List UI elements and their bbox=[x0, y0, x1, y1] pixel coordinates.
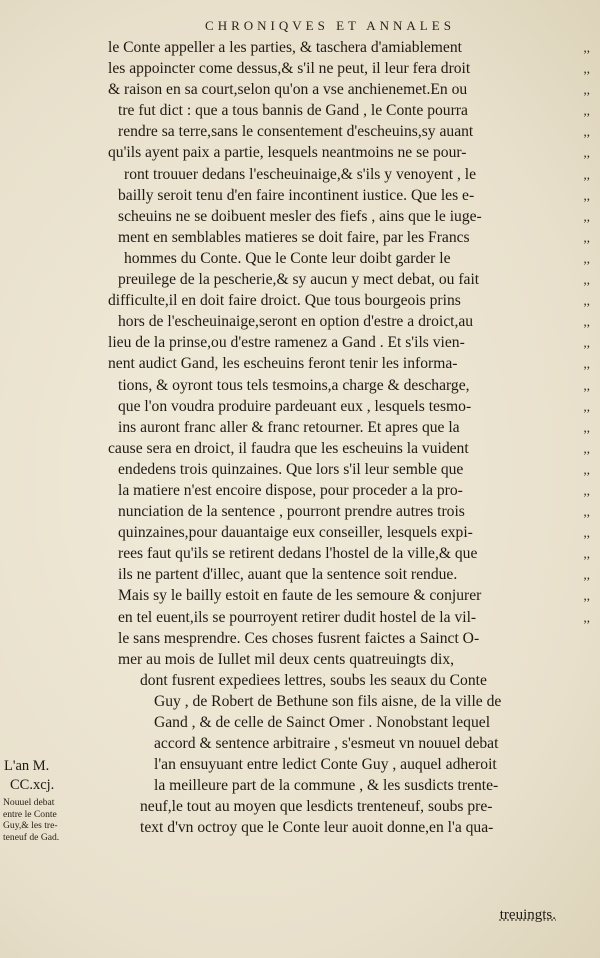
text-line bbox=[108, 543, 590, 564]
text-line-content: endedens trois quinzaines. Que lors s'il leur semble que bbox=[118, 460, 464, 478]
margin-gloss bbox=[3, 797, 85, 843]
margin-gloss-line-2: entre le Conte bbox=[3, 808, 57, 820]
text-line-content: hommes du Conte. Que le Conte leur doibt garder le bbox=[124, 249, 451, 267]
quotation-mark: ,, bbox=[583, 40, 590, 55]
text-line bbox=[108, 396, 590, 417]
text-line bbox=[108, 353, 590, 374]
quotation-mark: ,, bbox=[583, 504, 590, 520]
text-line-content: tions, & oyront tous tels tesmoins,a charge & descharge, bbox=[118, 376, 470, 394]
text-line-content: nunciation de la sentence , pourront prendre autres trois bbox=[118, 503, 465, 521]
text-line-content: ment en semblables matieres se doit faire, par les Francs bbox=[118, 228, 470, 246]
quotation-mark: ,, bbox=[583, 187, 590, 203]
text-line-content: cause sera en droict, il faudra que les escheuins la vuident bbox=[108, 439, 469, 457]
quotation-mark: ,, bbox=[583, 103, 590, 119]
text-line-content: rees faut qu'ils se retirent dedans l'hostel de la ville,& que bbox=[118, 545, 478, 563]
text-line-content: ront trouuer dedans l'escheuinaige,& s'ils y venoyent , le bbox=[124, 165, 477, 183]
text-line bbox=[108, 817, 590, 838]
text-line bbox=[108, 164, 590, 185]
margin-gloss-line-1: Nouuel debat bbox=[3, 797, 55, 808]
quotation-mark: ,, bbox=[583, 82, 590, 98]
text-line-content: ils ne partent d'illec, auant que la sentence soit rendue. bbox=[118, 566, 458, 584]
text-line bbox=[108, 775, 590, 796]
quotation-mark: ,, bbox=[583, 567, 590, 583]
text-line-content: accord & sentence arbitraire , s'esmeut vn nouuel debat bbox=[154, 735, 499, 753]
quotation-mark: ,, bbox=[583, 609, 590, 625]
body-text bbox=[108, 37, 590, 839]
text-line bbox=[108, 332, 590, 353]
quotation-mark: ,, bbox=[583, 61, 590, 77]
text-line bbox=[108, 375, 590, 396]
text-line-content: hors de l'escheuinaige,seront en option d'estre a droict,au bbox=[118, 313, 474, 331]
quotation-mark: ,, bbox=[583, 208, 590, 224]
text-line bbox=[108, 269, 590, 290]
text-line bbox=[108, 585, 590, 606]
quotation-mark: ,, bbox=[583, 124, 590, 140]
text-line-content: nent audict Gand, les escheuins feront tenir les informa- bbox=[108, 355, 458, 373]
text-line bbox=[108, 185, 590, 206]
quotation-mark: ,, bbox=[583, 482, 590, 498]
text-line bbox=[108, 206, 590, 227]
text-line bbox=[108, 58, 590, 79]
text-line-content: les appoincter come dessus,& s'il ne peut, il leur fera droit bbox=[108, 60, 471, 78]
text-line-content: qu'ils ayent paix a partie, lesquels neantmoins ne se pour- bbox=[108, 144, 467, 162]
text-line-content: l'an ensuyuant entre ledict Conte Guy , auquel adheroit bbox=[154, 756, 497, 774]
text-line-content: rendre sa terre,sans le consentement d'escheuins,sy auant bbox=[118, 123, 474, 141]
text-line-content: dont fusrent expediees lettres, soubs les seaux du Conte bbox=[140, 671, 487, 689]
running-head: CHRONIQVES ET ANNALES bbox=[205, 18, 455, 33]
margin-year-line-1: L'an M. bbox=[4, 758, 50, 774]
quotation-mark: ,, bbox=[583, 461, 590, 477]
quotation-mark: ,, bbox=[583, 440, 590, 456]
text-line-content: la meilleure part de la commune , & les susdicts trente- bbox=[154, 777, 499, 795]
text-line bbox=[108, 417, 590, 438]
text-line bbox=[108, 796, 590, 817]
text-line-content: & raison en sa court,selon qu'on a vse anchienemet.En ou bbox=[108, 81, 468, 99]
text-line-content: que l'on voudra produire pardeuant eux , lesquels tesmo- bbox=[118, 397, 472, 415]
quotation-mark: ,, bbox=[583, 314, 590, 330]
text-line-content: mer au mois de Iullet mil deux cents quatreuingts dix, bbox=[118, 650, 455, 668]
quotation-mark: ,, bbox=[583, 229, 590, 245]
quotation-mark: ,, bbox=[583, 335, 590, 351]
text-line-content: scheuins ne se doibuent mesler des fiefs , ains que le iuge- bbox=[118, 207, 482, 225]
text-line-content: quinzaines,pour dauantaige eux conseiller, lesquels expi- bbox=[118, 524, 473, 542]
text-line-content: bailly seroit tenu d'en faire incontinent iustice. Que les e- bbox=[118, 186, 475, 204]
quotation-mark: ,, bbox=[583, 525, 590, 541]
text-line bbox=[108, 501, 590, 522]
text-line bbox=[108, 649, 590, 670]
text-line-content: Mais sy le bailly estoit en faute de les semoure & conjurer bbox=[118, 587, 482, 605]
text-line bbox=[108, 733, 590, 754]
catchword: treuingts. bbox=[499, 907, 556, 923]
quotation-mark: ,, bbox=[583, 398, 590, 414]
text-line-content: Gand , & de celle de Sainct Omer . Nonobstant lequel bbox=[154, 714, 491, 731]
text-line-content: ins auront franc aller & franc retourner. Et apres que la bbox=[118, 418, 460, 436]
text-line bbox=[108, 227, 590, 248]
text-line-content: text d'vn octroy que le Conte leur auoit donne,en l'a qua- bbox=[140, 819, 494, 837]
text-line-content: la matiere n'est encoire dispose, pour proceder a la pro- bbox=[118, 481, 463, 499]
text-line bbox=[108, 480, 590, 501]
margin-year-note bbox=[4, 757, 82, 795]
text-line bbox=[108, 79, 590, 100]
quotation-mark: ,, bbox=[583, 356, 590, 372]
text-line-content: tre fut dict : que a tous bannis de Gand , le Conte pourra bbox=[118, 102, 468, 120]
quotation-mark: ,, bbox=[583, 250, 590, 266]
text-line-content: en tel euent,ils se pourroyent retirer dudit hostel de la vil- bbox=[118, 608, 477, 626]
text-line-content: le sans mesprendre. Ces choses fusrent faictes a Sainct O- bbox=[118, 629, 480, 647]
quotation-mark: ,, bbox=[583, 419, 590, 435]
text-line bbox=[108, 438, 590, 459]
text-line bbox=[108, 311, 590, 332]
margin-year-line-2: CC.xcj. bbox=[10, 777, 55, 793]
text-line bbox=[108, 691, 590, 712]
text-line bbox=[108, 100, 590, 121]
text-line bbox=[108, 628, 590, 649]
text-line bbox=[108, 522, 590, 543]
quotation-mark: ,, bbox=[583, 145, 590, 161]
text-line bbox=[108, 121, 590, 142]
quotation-mark: ,, bbox=[583, 166, 590, 182]
text-line bbox=[108, 248, 590, 269]
text-line-content: lieu de la prinse,ou d'estre ramenez a Gand . Et s'ils vien- bbox=[108, 334, 465, 352]
quotation-mark: ,, bbox=[583, 293, 590, 309]
text-line-content: neuf,le tout au moyen que lesdicts trenteneuf, soubs pre- bbox=[140, 798, 493, 816]
text-line-content: preuilege de la pescherie,& sy aucun y mect debat, ou fait bbox=[118, 271, 480, 289]
text-line bbox=[108, 607, 590, 628]
text-line-content: Guy , de Robert de Bethune son fils aisne, de la ville de bbox=[154, 692, 502, 710]
text-line bbox=[108, 754, 590, 775]
text-line bbox=[108, 142, 590, 163]
quotation-mark: ,, bbox=[583, 588, 590, 604]
margin-gloss-line-4: teneuf de Gad. bbox=[3, 831, 60, 843]
quotation-mark: ,, bbox=[583, 546, 590, 562]
quotation-mark: ,, bbox=[583, 377, 590, 393]
quotation-mark: ,, bbox=[583, 272, 590, 288]
text-line bbox=[108, 564, 590, 585]
text-line bbox=[108, 459, 590, 480]
text-line bbox=[108, 712, 590, 733]
margin-gloss-line-3: Guy,& les tre- bbox=[3, 820, 58, 831]
text-line bbox=[108, 290, 590, 311]
text-line-content: difficulte,il en doit faire droict. Que tous bourgeois prins bbox=[108, 292, 461, 310]
text-line-content: le Conte appeller a les parties, & taschera d'amiablement bbox=[108, 39, 462, 56]
text-line bbox=[108, 670, 590, 691]
text-line bbox=[108, 37, 590, 58]
